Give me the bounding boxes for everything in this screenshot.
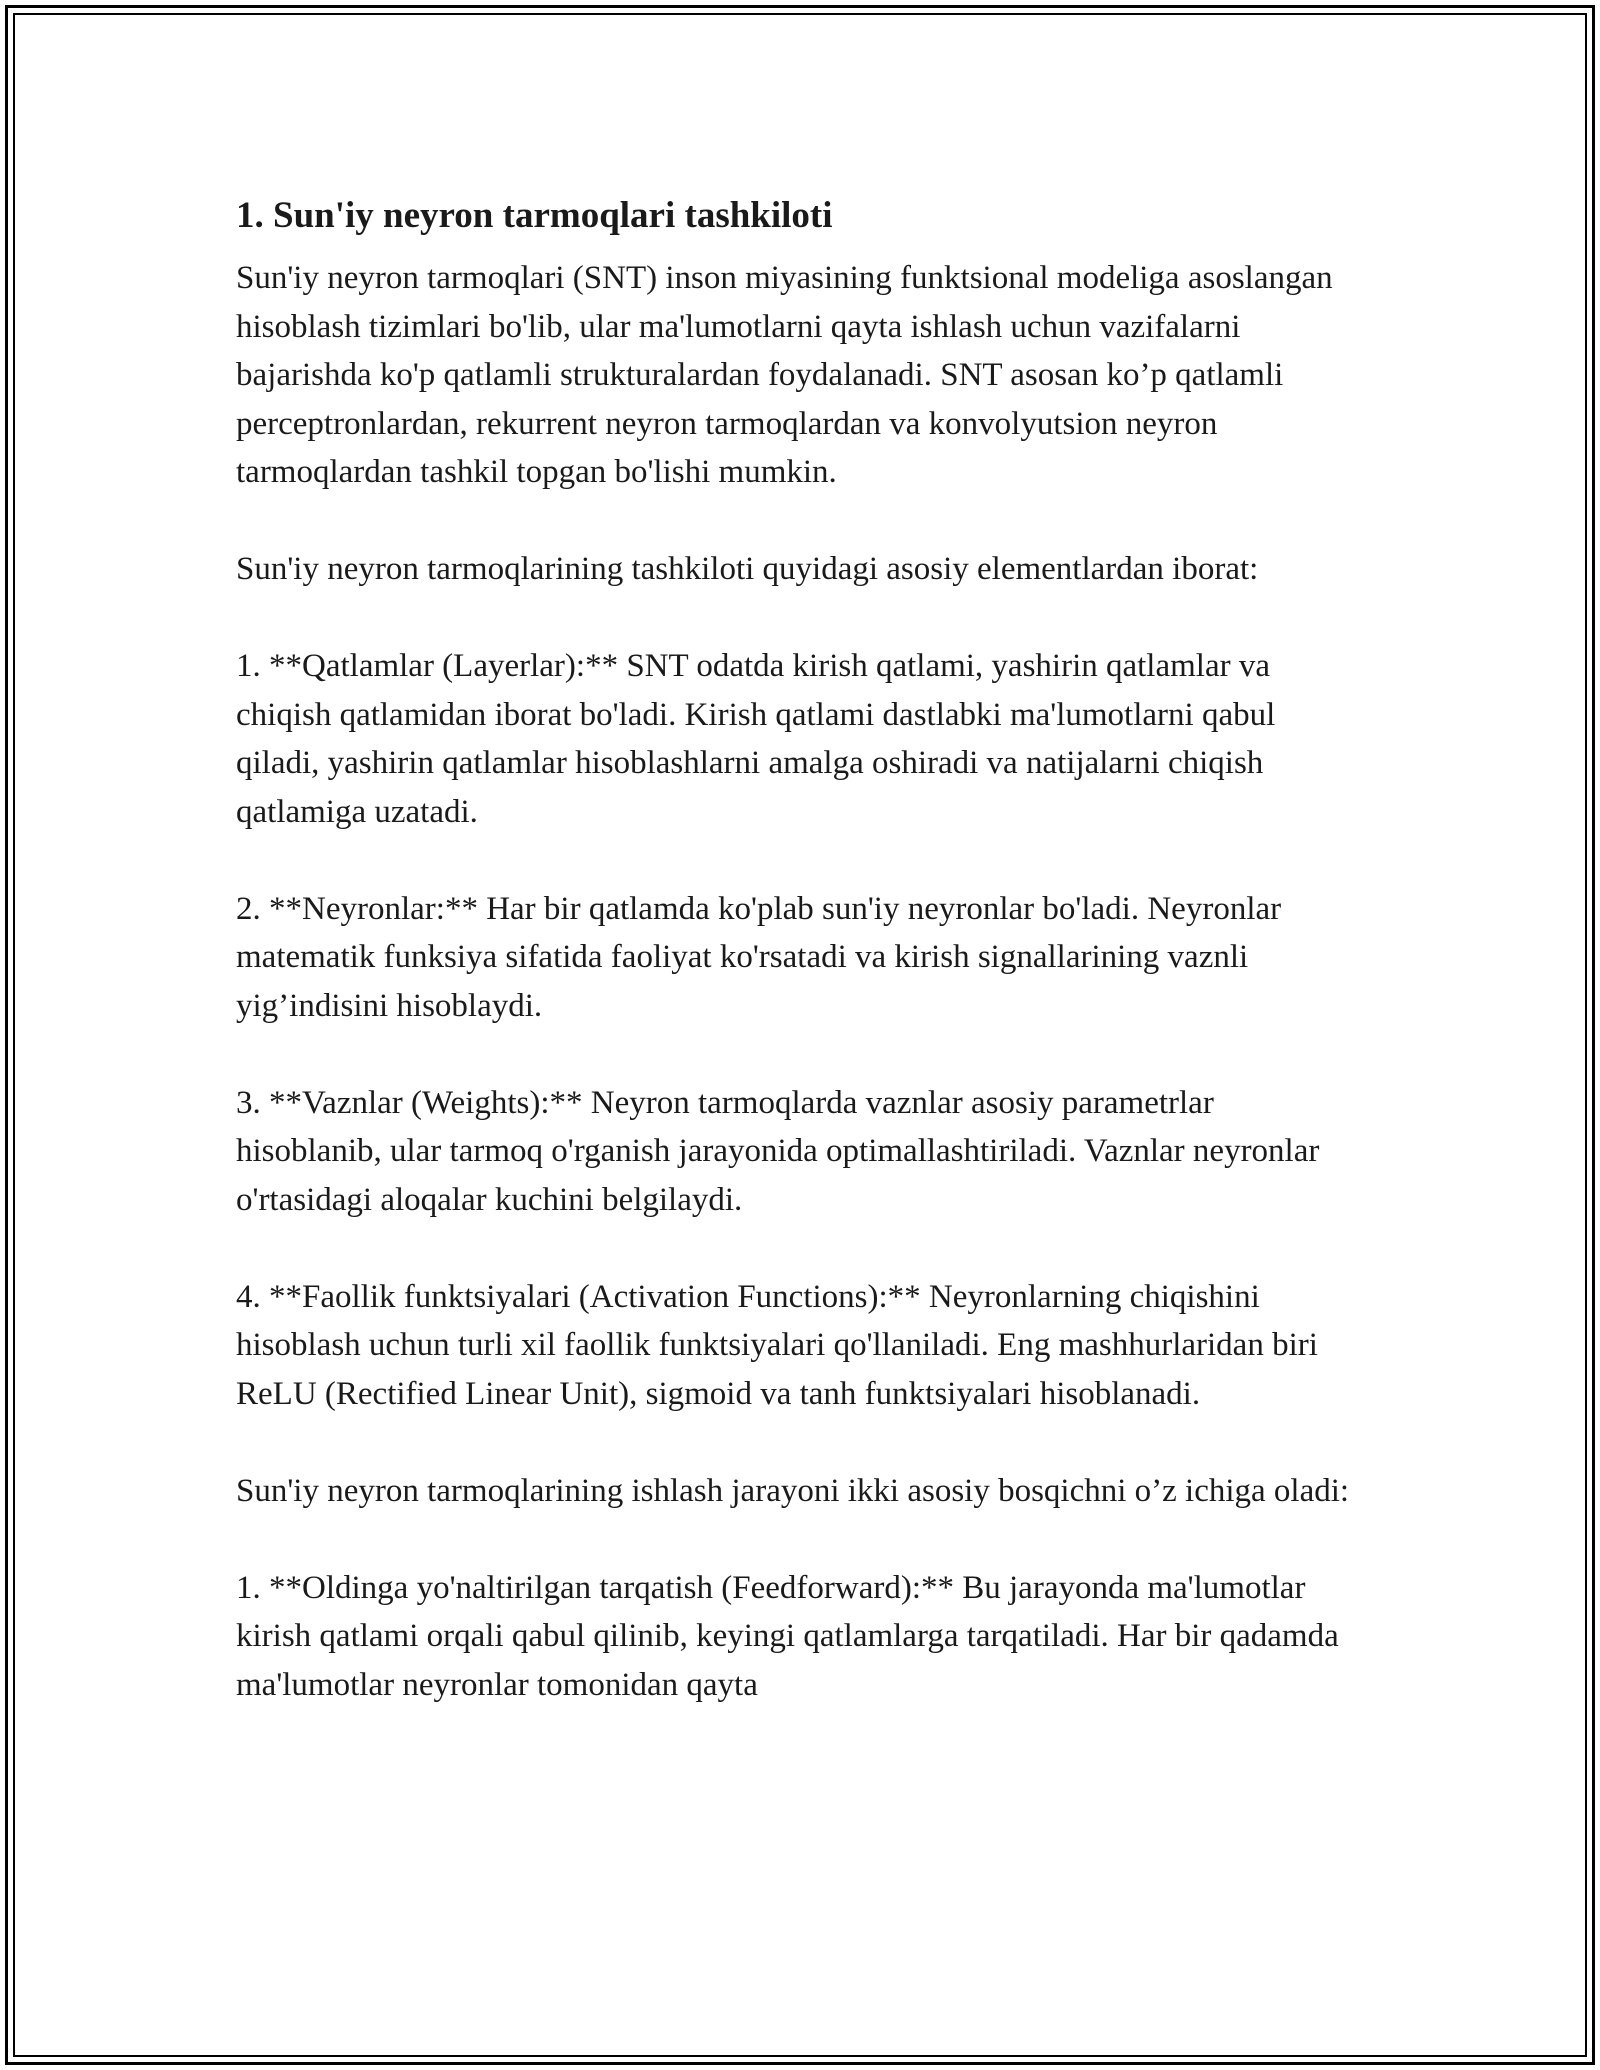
document-body xyxy=(236,188,1366,1758)
list-item-neurons: 2. **Neyronlar:** Har bir qatlamda ko'plab sun'iy neyronlar bo'ladi. Neyronlar matematik funksiya sifatida faoliyat ko'rsatadi va kirish signallarining vaznli yig’indisini hisoblaydi. xyxy=(236,890,1282,1024)
list-item-feedforward: 1. **Oldinga yo'naltirilgan tarqatish (Feedforward):** Bu jarayonda ma'lumotlar kirish qatlami orqali qabul qilinib, keyingi qatlamlarga tarqatiladi. Har bir qadamda ma'lumotlar neyronlar tomonidan qayta xyxy=(236,1569,1339,1703)
intro-paragraph: Sun'iy neyron tarmoqlari (SNT) inson miyasining funktsional modeliga asoslangan hisoblash tizimlari bo'lib, ular ma'lumotlarni qayta ishlash uchun vazifalarni bajarishda ko'p qatlamli strukturalardan foydalanadi. SNT asosan ko’p qatlamli perceptronlardan, rekurrent neyron tarmoqlardan va konvolyutsion neyron tarmoqlardan tashkil topgan bo'lishi mumkin. xyxy=(236,260,1333,490)
process-intro-paragraph: Sun'iy neyron tarmoqlarining ishlash jarayoni ikki asosiy bosqichni o’z ichiga oladi: xyxy=(236,1472,1350,1509)
elements-intro-paragraph: Sun'iy neyron tarmoqlarining tashkiloti quyidagi asosiy elementlardan iborat: xyxy=(236,551,1259,587)
page-title: 1. Sun'iy neyron tarmoqlari tashkiloti xyxy=(236,195,833,236)
list-item-layers: 1. **Qatlamlar (Layerlar):** SNT odatda kirish qatlami, yashirin qatlamlar va chiqish qatlamidan iborat bo'ladi. Kirish qatlami dastlabki ma'lumotlarni qabul qiladi, yashirin qatlamlar hisoblashlarni amalga oshiradi va natijalarni chiqish qatlamiga uzatadi. xyxy=(236,648,1276,830)
list-item-weights: 3. **Vaznlar (Weights):** Neyron tarmoqlarda vaznlar asosiy parametrlar hisoblanib, ular tarmoq o'rganish jarayonida optimallashtiriladi. Vaznlar neyronlar o'rtasidagi aloqalar kuchini belgilaydi. xyxy=(236,1084,1320,1218)
list-item-activation-functions: 4. **Faollik funktsiyalari (Activation Functions):** Neyronlarning chiqishini hisoblash uchun turli xil faollik funktsiyalari qo'llaniladi. Eng mashhurlaridan biri ReLU (Rectified Linear Unit), sigmoid va tanh funktsiyalari hisoblanadi. xyxy=(236,1278,1318,1412)
